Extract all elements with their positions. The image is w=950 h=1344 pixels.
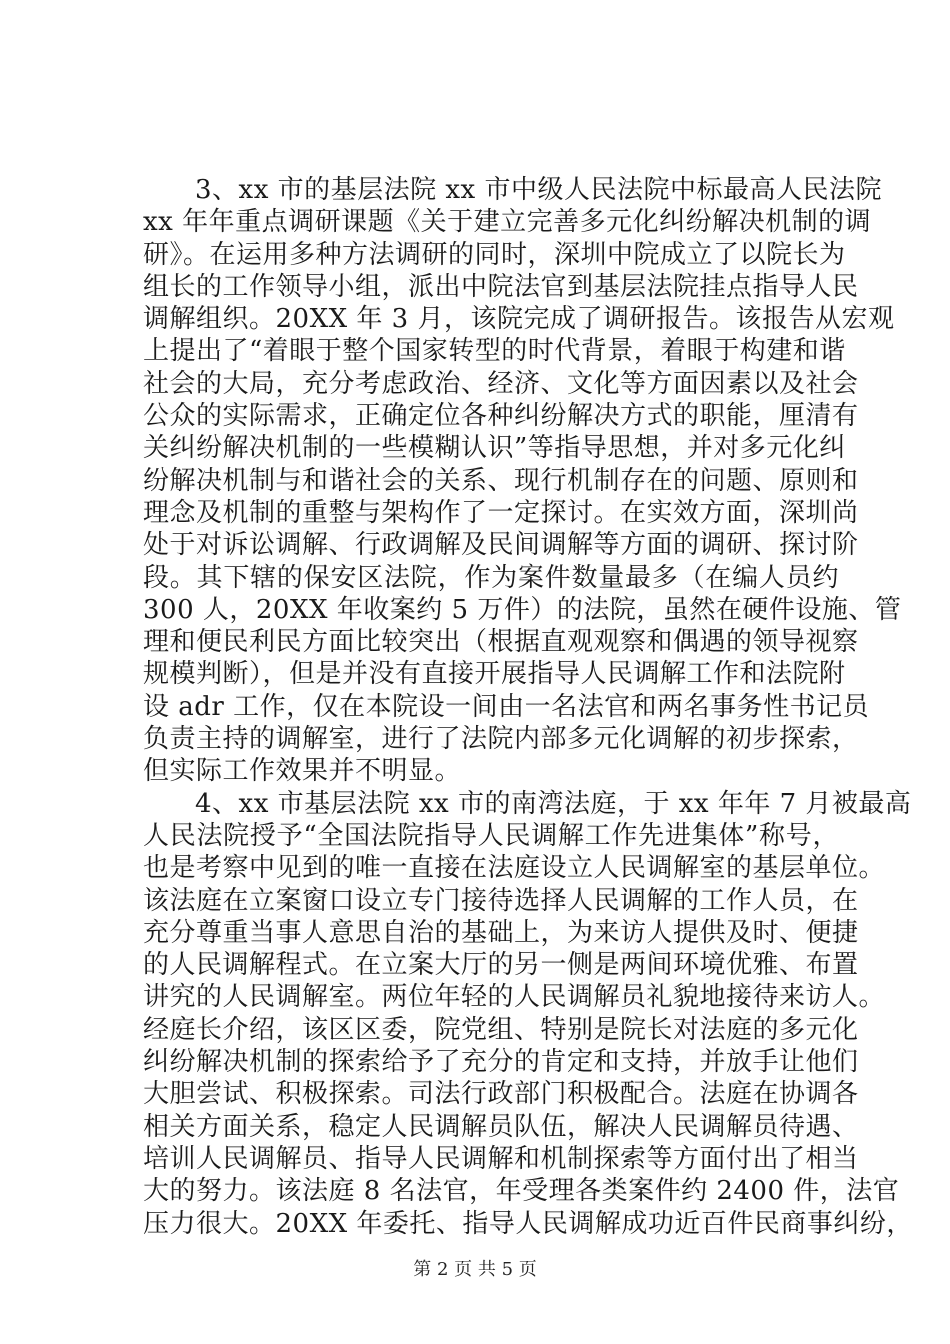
text-line: 上提出了“着眼于整个国家转型的时代背景，着眼于构建和谐	[143, 336, 846, 367]
text-line: 纠纷解决机制的探索给予了充分的肯定和支持，并放手让他们	[143, 1047, 859, 1078]
text-line: 充分尊重当事人意思自治的基础上，为来访人提供及时、便捷	[143, 917, 859, 948]
document-body	[143, 174, 913, 1240]
text-line: 的人民调解程式。在立案大厅的另一侧是两间环境优雅、布置	[143, 950, 859, 981]
text-line: 公众的实际需求，正确定位各种纠纷解决方式的职能，厘清有	[143, 401, 859, 432]
text-line: 3、xx 市的基层法院 xx 市中级人民法院中标最高人民法院	[195, 175, 882, 205]
text-line: xx 年年重点调研课题《关于建立完善多元化纠纷解决机制的调	[143, 207, 872, 238]
text-line: 相关方面关系，稳定人民调解员队伍，解决人民调解员待遇、	[143, 1111, 859, 1142]
text-line: 经庭长介绍，该区区委，院党组、特别是院长对法庭的多元化	[143, 1014, 859, 1045]
text-line: 设 adr 工作，仅在本院设一间由一名法官和两名事务性书记员	[143, 691, 870, 722]
text-line: 关纠纷解决机制的一些模糊认识”等指导思想，并对多元化纠	[143, 433, 846, 464]
text-line: 处于对诉讼调解、行政调解及民间调解等方面的调研、探讨阶	[143, 530, 859, 561]
text-line: 4、xx 市基层法院 xx 市的南湾法庭，于 xx 年年 7 月被最高	[195, 788, 912, 819]
text-line: 理念及机制的重整与架构作了一定探讨。在实效方面，深圳尚	[143, 497, 859, 528]
text-line: 大胆尝试、积极探索。司法行政部门积极配合。法庭在协调各	[143, 1079, 859, 1110]
page-footer: 第 2 页 共 5 页	[413, 1259, 537, 1280]
text-line: 也是考察中见到的唯一直接在法庭设立人民调解室的基层单位。	[143, 853, 886, 884]
text-line: 理和便民利民方面比较突出（根据直观观察和偶遇的领导视察	[143, 627, 859, 658]
text-line: 讲究的人民调解室。两位年轻的人民调解员礼貌地接待来访人。	[143, 982, 886, 1013]
text-line: 该法庭在立案窗口设立专门接待选择人民调解的工作人员，在	[143, 885, 859, 916]
paragraph-3	[143, 174, 902, 788]
paragraph-4	[143, 788, 913, 1240]
text-line: 压力很大。20XX 年委托、指导人民调解成功近百件民商事纠纷，	[143, 1208, 913, 1239]
text-line: 300 人，20XX 年收案约 5 万件）的法院，虽然在硬件设施、管	[143, 594, 902, 625]
text-line: 纷解决机制与和谐社会的关系、现行机制存在的问题、原则和	[143, 465, 859, 496]
text-line: 但实际工作效果并不明显。	[143, 756, 462, 787]
text-line: 研》。在运用多种方法调研的同时，深圳中院成立了以院长为	[143, 239, 846, 270]
text-line: 大的努力。该法庭 8 名法官，年受理各类案件约 2400 件，法官	[143, 1176, 900, 1207]
text-line: 培训人民调解员、指导人民调解和机制探索等方面付出了相当	[143, 1143, 859, 1174]
text-line: 规模判断），但是并没有直接开展指导人民调解工作和法院附	[143, 659, 846, 690]
text-line: 人民法院授予“全国法院指导人民调解工作先进集体”称号，	[143, 820, 839, 851]
text-line: 段。其下辖的保安区法院，作为案件数量最多（在编人员约	[143, 562, 839, 593]
text-line: 调解组织。20XX 年 3 月，该院完成了调研报告。该报告从宏观	[143, 304, 895, 335]
text-line: 组长的工作领导小组，派出中院法官到基层法院挂点指导人民	[143, 271, 859, 302]
text-line: 社会的大局，充分考虑政治、经济、文化等方面因素以及社会	[143, 368, 859, 399]
text-line: 负责主持的调解室，进行了法院内部多元化调解的初步探索，	[143, 724, 859, 755]
